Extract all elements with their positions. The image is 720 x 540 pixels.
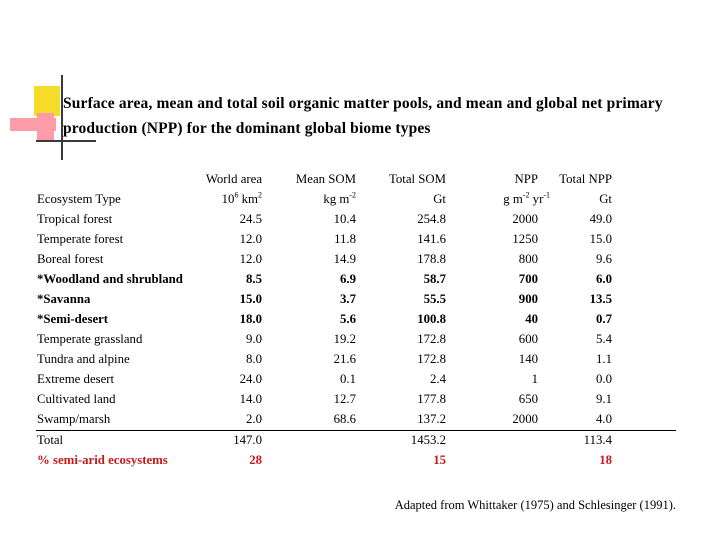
row-mean-som: 21.6: [333, 352, 356, 366]
header-mean-som-unit: kg $m^{-2}$: [323, 190, 356, 206]
table-header-row-1: [36, 170, 676, 190]
row-mean-som: 10.4: [333, 212, 356, 226]
row-total-som: 177.8: [417, 392, 446, 406]
row-mean-som: 6.9: [340, 272, 356, 286]
table-row: [36, 350, 676, 370]
table-row: [36, 270, 676, 290]
row-mean-som: 19.2: [333, 332, 356, 346]
row-world-area: 8.5: [246, 272, 262, 286]
row-world-area: 15.0: [239, 292, 262, 306]
row-ecosystem: Temperate grassland: [37, 332, 143, 346]
row-ecosystem: Cultivated land: [37, 392, 116, 406]
row-ecosystem: % semi-arid ecosystems: [37, 453, 168, 467]
row-npp: 40: [525, 312, 538, 326]
table-header-row-2: [36, 190, 676, 210]
table-row-total: [36, 431, 676, 451]
row-total-npp: 1.1: [596, 352, 612, 366]
row-total-npp: 13.5: [589, 292, 612, 306]
row-npp: 600: [518, 332, 538, 346]
row-npp: 1: [531, 372, 538, 386]
header-total-som: Total SOM: [388, 172, 446, 186]
header-world-area: World area: [205, 172, 262, 186]
header-total-som-unit: Gt: [433, 192, 446, 206]
row-ecosystem: Boreal forest: [37, 252, 104, 266]
table-row: [36, 410, 676, 430]
header-world-area-unit: $10^6$ $km^2$: [221, 190, 262, 206]
row-mean-som: 12.7: [333, 392, 356, 406]
row-mean-som: 68.6: [333, 412, 356, 426]
header-total-npp-unit: Gt: [599, 192, 612, 206]
row-world-area: 24.5: [239, 212, 262, 226]
row-total-som: 172.8: [417, 332, 446, 346]
decor-yellow-square: [34, 86, 60, 116]
header-npp: NPP: [514, 172, 538, 186]
table-row: [36, 370, 676, 390]
row-total-npp: 9.6: [596, 252, 612, 266]
row-world-area: 12.0: [239, 252, 262, 266]
row-total-npp: 0.0: [596, 372, 612, 386]
table-row: [36, 290, 676, 310]
row-total-som: 15: [433, 453, 446, 467]
row-mean-som: 3.7: [340, 292, 356, 306]
row-npp: 900: [518, 292, 538, 306]
row-world-area: 18.0: [239, 312, 262, 326]
row-total-npp: 49.0: [589, 212, 612, 226]
row-world-area: 28: [249, 453, 262, 467]
row-npp: 1250: [512, 232, 538, 246]
table-row: [36, 230, 676, 250]
row-npp: 140: [518, 352, 538, 366]
row-ecosystem: Total: [37, 433, 64, 447]
row-ecosystem: *Savanna: [37, 292, 91, 306]
row-total-npp: 113.4: [583, 433, 612, 447]
row-world-area: 24.0: [239, 372, 262, 386]
row-world-area: 12.0: [239, 232, 262, 246]
row-total-npp: 6.0: [596, 272, 612, 286]
biome-table: [36, 170, 676, 467]
row-ecosystem: *Semi-desert: [37, 312, 109, 326]
row-ecosystem: *Woodland and shrubland: [37, 272, 183, 286]
table-row: [36, 310, 676, 330]
row-npp: 800: [518, 252, 538, 266]
row-mean-som: 14.9: [333, 252, 356, 266]
row-ecosystem: Swamp/marsh: [37, 412, 111, 426]
row-npp: 2000: [512, 212, 538, 226]
table-row: [36, 390, 676, 410]
header-mean-som: Mean SOM: [295, 172, 356, 186]
row-npp: 700: [518, 272, 538, 286]
source-citation: Adapted from Whittaker (1975) and Schlesinger (1991).: [394, 498, 676, 512]
row-total-npp: 5.4: [596, 332, 612, 346]
row-ecosystem: Extreme desert: [37, 372, 115, 386]
row-world-area: 14.0: [239, 392, 262, 406]
row-total-som: 58.7: [423, 272, 446, 286]
header-ecosystem-type: Ecosystem Type: [37, 192, 121, 206]
row-mean-som: 5.6: [340, 312, 356, 326]
row-total-npp: 18: [599, 453, 612, 467]
row-ecosystem: Temperate forest: [37, 232, 124, 246]
table-row: [36, 330, 676, 350]
row-total-som: 141.6: [417, 232, 446, 246]
row-total-som: 1453.2: [410, 433, 446, 447]
row-total-som: 178.8: [417, 252, 446, 266]
row-world-area: 147.0: [233, 433, 262, 447]
row-mean-som: 11.8: [334, 232, 356, 246]
row-world-area: 9.0: [246, 332, 262, 346]
row-total-som: 172.8: [417, 352, 446, 366]
row-total-npp: 9.1: [596, 392, 612, 406]
row-total-som: 137.2: [417, 412, 446, 426]
row-total-npp: 15.0: [589, 232, 612, 246]
row-total-npp: 4.0: [596, 412, 612, 426]
slide-title: Surface area, mean and total soil organic matter pools, and mean and global net primary production (NPP) for the dominant global biome types: [63, 95, 663, 137]
row-npp: 650: [518, 392, 538, 406]
row-total-som: 100.8: [417, 312, 446, 326]
row-ecosystem: Tundra and alpine: [37, 352, 130, 366]
row-npp: 2000: [512, 412, 538, 426]
decor-pink-bar-vertical: [37, 113, 54, 141]
row-total-som: 55.5: [423, 292, 446, 306]
table-row-semi-arid: [36, 451, 676, 471]
row-world-area: 2.0: [246, 412, 262, 426]
row-total-som: 2.4: [430, 372, 446, 386]
row-total-som: 254.8: [417, 212, 446, 226]
header-total-npp: Total NPP: [559, 172, 612, 186]
header-npp-unit: g $m^{-2}$ $yr^{-1}$: [503, 190, 550, 206]
table-row: [36, 250, 676, 270]
table-row: [36, 210, 676, 230]
row-mean-som: 0.1: [340, 372, 356, 386]
row-total-npp: 0.7: [596, 312, 612, 326]
row-world-area: 8.0: [246, 352, 262, 366]
row-ecosystem: Tropical forest: [37, 212, 113, 226]
